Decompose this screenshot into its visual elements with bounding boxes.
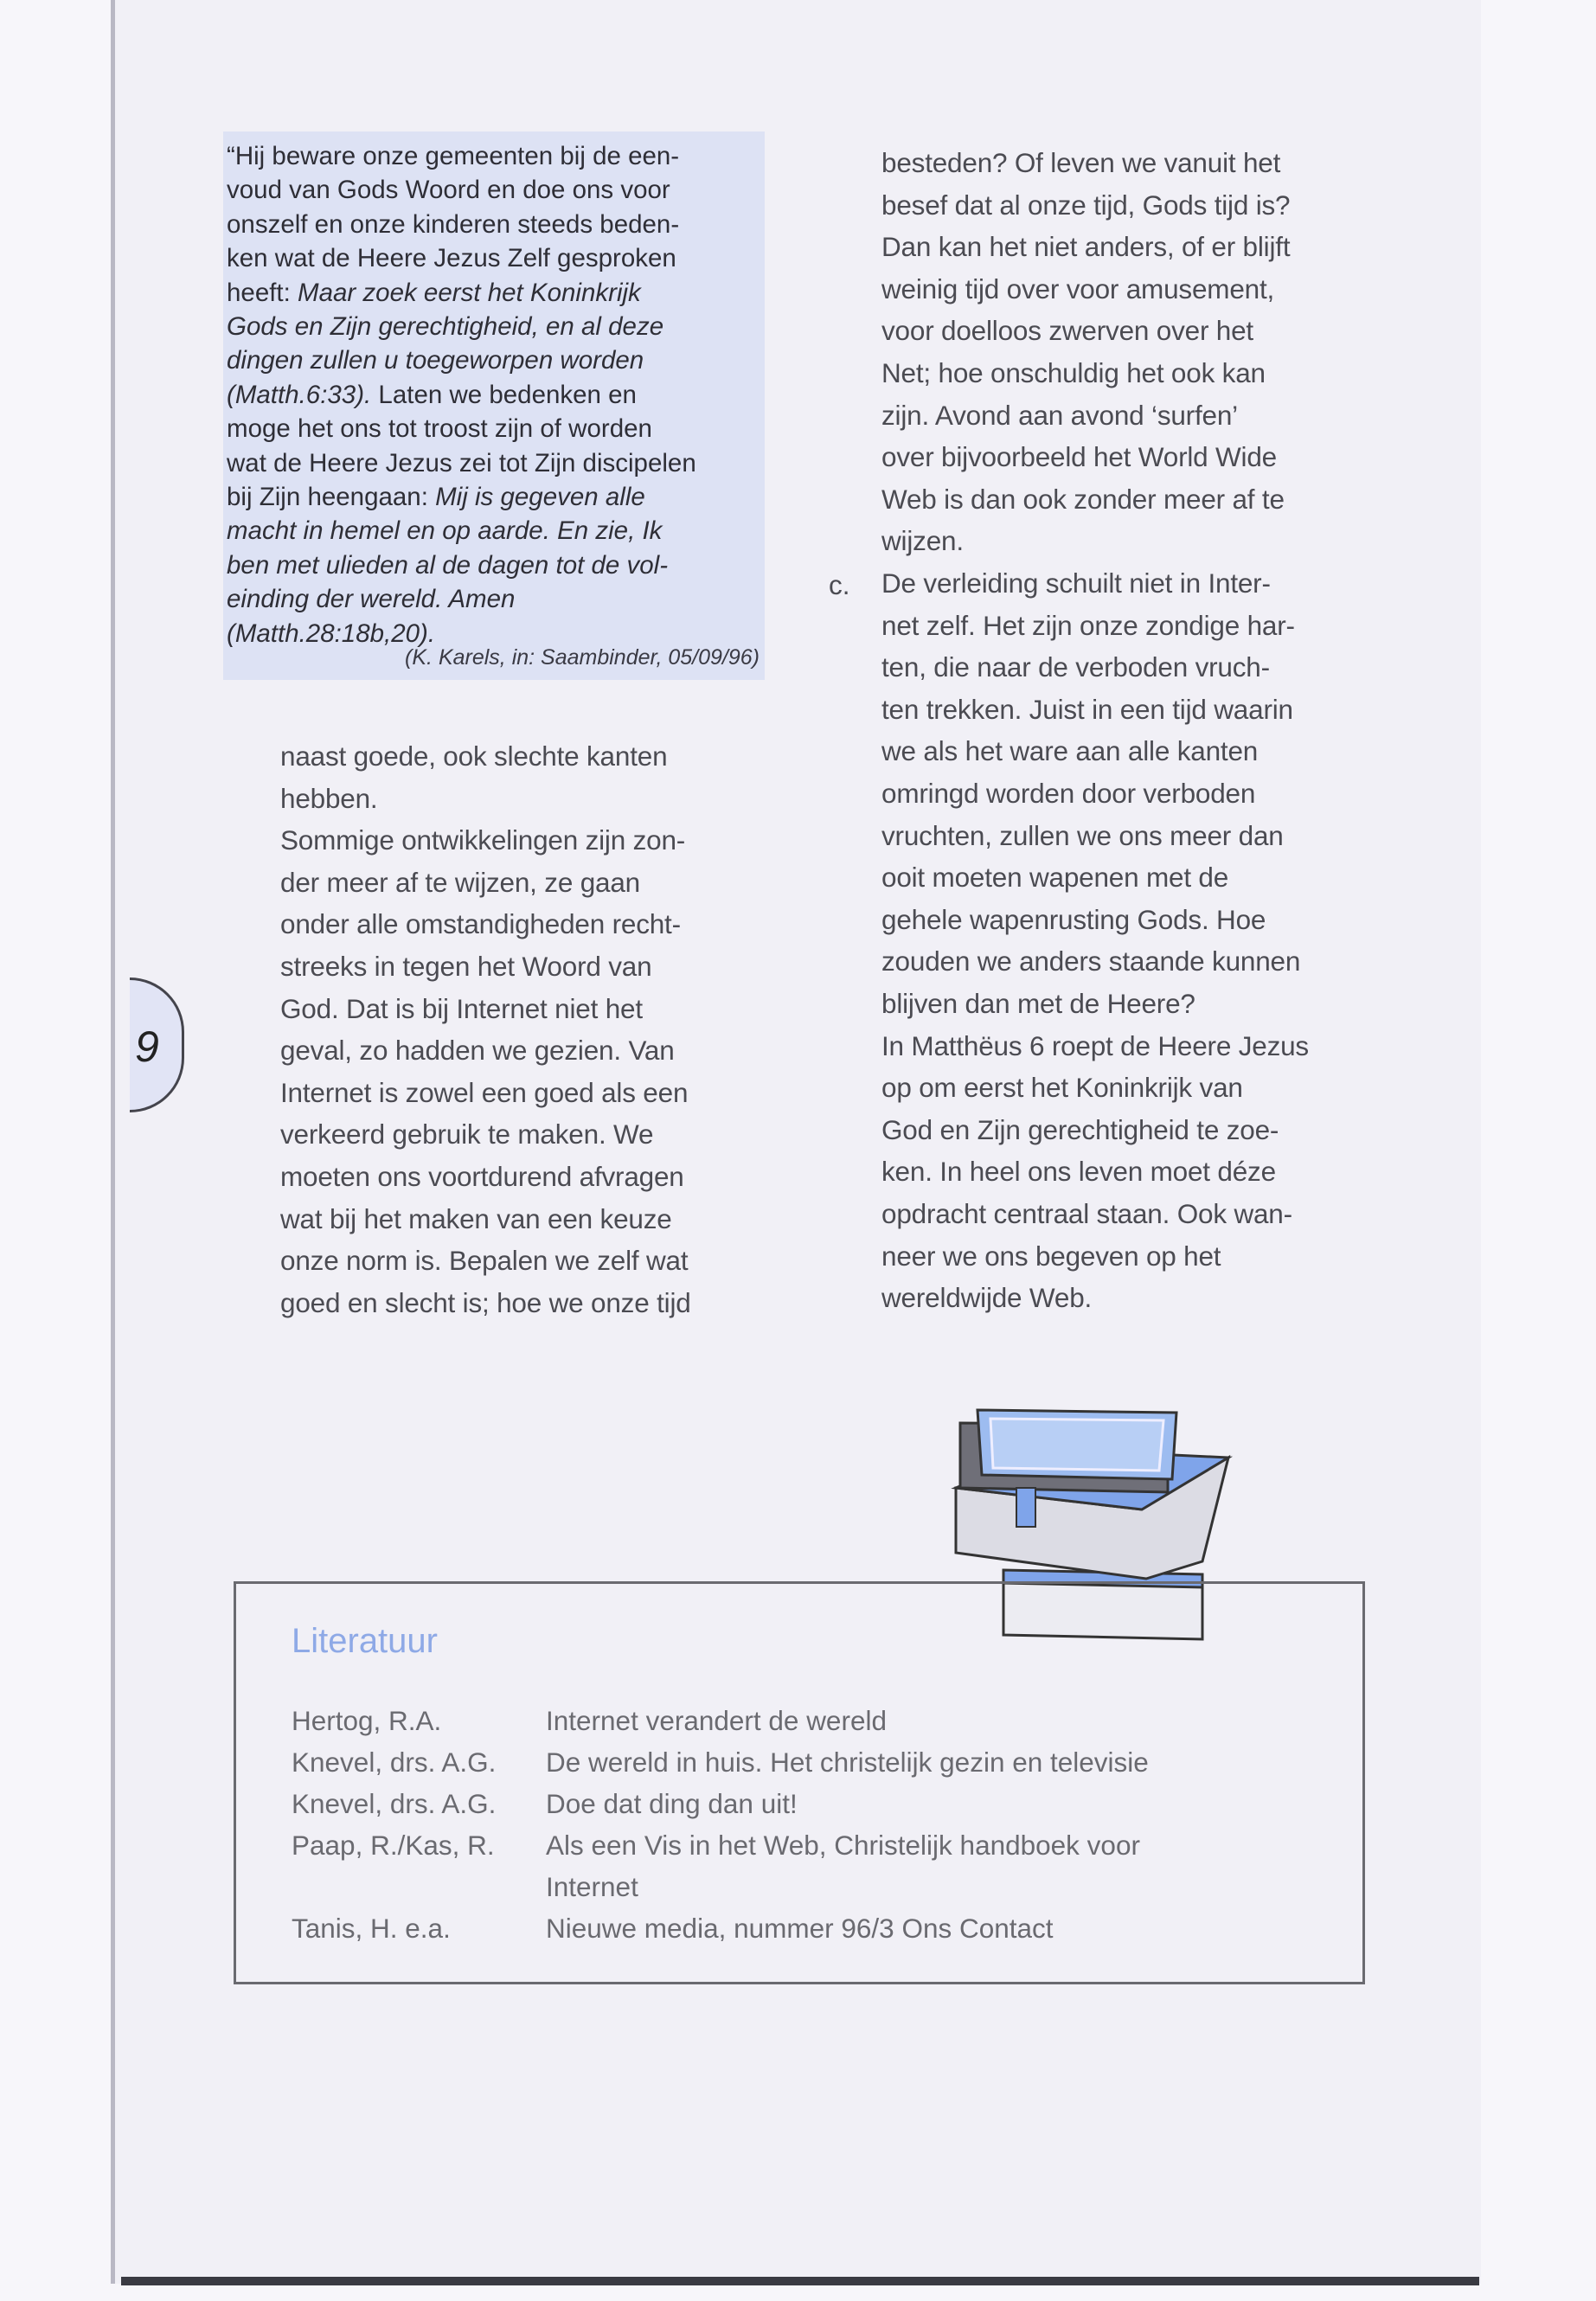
quote-line [227,414,652,444]
quote-source: (K. Karels, in: Saambinder, 05/09/96) [405,645,760,670]
quote-line [227,312,663,342]
body-text-line: Web is dan ook zonder meer af te [881,483,1285,515]
body-text-line: ken. In heel ons leven moet déze [881,1156,1276,1188]
quote-italic-text: macht in hemel en op aarde. En zie, Ik [227,516,663,546]
quote-italic-text: (Matth.6:33). [227,380,372,409]
quote-line [227,483,645,512]
body-text-line: Sommige ontwikkelingen zijn zon- [280,824,686,856]
quote-box [223,131,765,680]
body-text-line: omringd worden door verboden [881,778,1256,809]
body-text-line: wat bij het maken van een keuze [280,1202,672,1234]
quote-text: Laten we bedenken en [371,380,637,409]
body-text-line: zouden we anders staande kunnen [881,945,1301,977]
literature-title-entry: Internet verandert de wereld [546,1705,887,1736]
body-text-line: vruchten, zullen we ons meer dan [881,819,1284,851]
literature-author: Knevel, drs. A.G. [292,1788,497,1819]
quote-italic-text: Gods en Zijn gerechtigheid, en al deze [227,312,664,341]
body-text-line: opdracht centraal staan. Ook wan- [881,1198,1292,1229]
quote-italic-text: (Matth.28:18b,20). [227,619,436,648]
quote-line [227,516,662,546]
quote-italic-text: einding der wereld. Amen [227,585,516,614]
body-text-line: God. Dat is bij Internet niet het [280,992,643,1024]
quote-italic-text: Mij is gegeven alle [435,483,645,511]
literature-title: Literatuur [292,1622,438,1660]
body-text-line: ooit moeten wapenen met de [881,862,1229,894]
body-text-line: geval, zo hadden we gezien. Van [280,1035,675,1067]
quote-line [227,551,668,580]
quote-line [227,176,670,205]
quote-line [227,279,641,308]
list-marker-c: c. [829,569,850,600]
body-text-line: Dan kan het niet anders, of er blijft [881,231,1291,263]
body-text-line: voor doelloos zwerven over het [881,315,1253,347]
quote-line [227,619,435,649]
body-text-line: ten, die naar de verboden vruch- [881,651,1270,683]
quote-text: wat de Heere Jezus zei tot Zijn discipelen [227,448,696,478]
body-text-line: zijn. Avond aan avond ‘surfen’ [881,399,1238,431]
literature-author: Knevel, drs. A.G. [292,1747,497,1778]
literature-title-entry: De wereld in huis. Het christelijk gezin en televisie [546,1747,1149,1778]
body-text-line: Internet is zowel een goed als een [280,1076,689,1108]
body-text-line: naast goede, ook slechte kanten [280,740,668,772]
literature-title-entry: Doe dat ding dan uit! [546,1788,798,1819]
page-number: 9 [135,1022,159,1071]
body-text-line: wijzen. [881,525,964,557]
literature-author: Paap, R./Kas, R. [292,1830,495,1861]
quote-line [227,449,696,478]
body-text-line: net zelf. Het zijn onze zondige har- [881,609,1295,641]
quote-text: voud van Gods Woord en doe ons voor [227,176,670,205]
quote-text: “Hij beware onze gemeenten bij de een- [227,142,680,170]
body-text-line: over bijvoorbeeld het World Wide [881,441,1277,473]
quote-line [227,244,676,273]
quote-line [227,210,679,240]
body-text-line: der meer af te wijzen, ze gaan [280,866,640,898]
body-text-line: onder alle omstandigheden recht- [280,908,681,940]
body-text-line: De verleiding schuilt niet in Inter- [881,567,1271,599]
quote-line [227,142,679,171]
body-text-line: In Matthëus 6 roept de Heere Jezus [881,1029,1309,1061]
page-spine [111,0,115,2284]
quote-line [227,381,637,410]
body-text-line: besteden? Of leven we vanuit het [881,147,1281,178]
literature-title-entry: Nieuwe media, nummer 96/3 Ons Contact [546,1913,1054,1944]
body-text-line: streeks in tegen het Woord van [280,951,652,982]
quote-line [227,346,644,375]
quote-italic-text: Maar zoek eerst het Koninkrijk [298,278,641,307]
literature-title-entry: Internet [546,1871,638,1902]
literature-author: Tanis, H. e.a. [292,1913,451,1944]
body-text-line: we als het ware aan alle kanten [881,735,1259,767]
page-bottom-edge [121,2277,1479,2285]
body-text-line: weinig tijd over voor amusement, [881,272,1275,304]
body-text-line: moeten ons voortdurend afvragen [280,1161,684,1192]
literature-author: Hertog, R.A. [292,1705,442,1736]
body-text-line: Net; hoe onschuldig het ook kan [881,357,1266,388]
body-text-line: onze norm is. Bepalen we zelf wat [280,1245,689,1277]
quote-text: heeft: [227,278,298,307]
body-text-line: hebben. [280,782,378,814]
body-text-line: neer we ons begeven op het [881,1240,1221,1272]
body-text-line: goed en slecht is; hoe we onze tijd [280,1286,691,1318]
body-text-line: ten trekken. Juist in een tijd waarin [881,693,1293,725]
literature-box [234,1581,1365,1984]
body-text-line: op om eerst het Koninkrijk van [881,1072,1243,1104]
quote-text: moge het ons tot troost zijn of worden [227,414,652,444]
body-text-line: God en Zijn gerechtigheid te zoe- [881,1113,1279,1145]
body-text-line: blijven dan met de Heere? [881,988,1195,1019]
body-text-line: gehele wapenrusting Gods. Hoe [881,903,1266,935]
literature-title-entry: Als een Vis in het Web, Christelijk handboek voor [546,1830,1140,1861]
quote-line [227,585,515,614]
body-text-line: besef dat al onze tijd, Gods tijd is? [881,189,1291,221]
quote-italic-text: ben met ulieden al de dagen tot de vol- [227,550,669,580]
quote-text: bij Zijn heengaan: [227,483,436,511]
quote-text: ken wat de Heere Jezus Zelf gesproken [227,244,676,273]
body-text-line: wereldwijde Web. [881,1282,1093,1314]
quote-text: onszelf en onze kinderen steeds beden- [227,209,680,239]
quote-italic-text: dingen zullen u toegeworpen worden [227,346,644,375]
body-text-line: verkeerd gebruik te maken. We [280,1118,654,1150]
